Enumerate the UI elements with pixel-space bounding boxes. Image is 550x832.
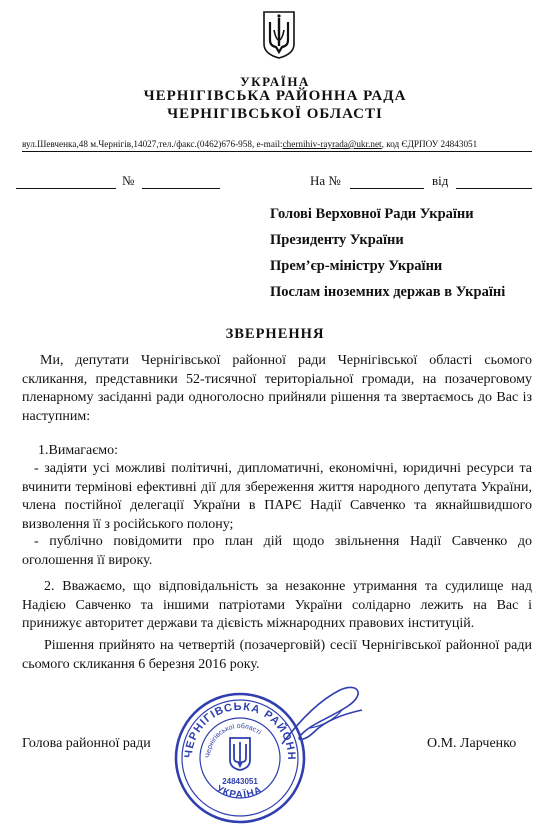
outgoing-date-line bbox=[16, 188, 116, 189]
stamp-code: 24843051 bbox=[222, 777, 258, 786]
contact-prefix: вул.Шевченка,48 м.Чернігів,14027,тел./факс.(0462)676-958, e-mail: bbox=[22, 139, 283, 149]
stamp-bottom-text: УКРАЇНА bbox=[214, 783, 265, 801]
outgoing-number-line bbox=[142, 188, 220, 189]
from-label: від bbox=[432, 173, 449, 188]
intro-paragraph: Ми, депутати Чернігівської районної ради Чернігівської області сьомого скликання, представники 52-тисячної територіальної громади, на позачерговому пленарному засіданні ради одноголосно прийняли рішення та звертаємось до Вас із наступним: bbox=[22, 353, 532, 424]
stamp-outer-text: ЧЕРНІГІВСЬКА РАЙОНН bbox=[182, 700, 298, 762]
contact-line bbox=[22, 139, 532, 152]
svg-text:УКРАЇНА bbox=[214, 784, 264, 801]
region-heading: ЧЕРНІГІВСЬКОЇ ОБЛАСТІ bbox=[167, 106, 383, 122]
coat-of-arms-icon bbox=[262, 10, 296, 60]
country-heading: УКРАЇНА bbox=[240, 74, 310, 89]
point-2-paragraph: 2. Вважаємо, що відповідальність за незаконне утримання та судилище над Надією Савченко та іншими патріотами України солідарно лежить на Вас і принижує авторитет держави та дієвість міжнародних правових інституцій. bbox=[22, 579, 532, 631]
appeal-title: ЗВЕРНЕННЯ bbox=[225, 326, 325, 342]
contact-suffix: , код ЄДРПОУ 24843051 bbox=[381, 139, 478, 149]
official-stamp bbox=[172, 690, 308, 826]
email-link[interactable]: chernihiv-rayrada@ukr.net bbox=[282, 139, 382, 149]
decision-paragraph: Рішення прийнято на четвертій (позачерговій) сесії Чернігівської районної ради сьомого скликання 6 березня 2016 року. bbox=[22, 638, 532, 672]
council-heading: ЧЕРНІГІВСЬКА РАЙОННА РАДА bbox=[143, 88, 407, 104]
incoming-number-line bbox=[350, 188, 424, 189]
signatory-name: О.М. Ларченко bbox=[427, 736, 517, 751]
recipient-2: Президенту України bbox=[270, 232, 404, 248]
demand-item-1: - задіяти усі можливі політичні, дипломатичні, економічні, юридичні ресурси та вчинити термінові ефективні дії для збереження життя народного депутата України, члена постійної делегації України в ПАРЄ Надії Савченко та якнайшвидшого визволення її з російського полону; bbox=[22, 461, 532, 532]
signatory-position: Голова районної ради bbox=[22, 736, 151, 751]
recipient-3: Прем’єр-міністру України bbox=[270, 258, 443, 274]
demand-item-2: - публічно повідомити про план дій щодо звільнення Надії Савченко до оголошення її вироку. bbox=[22, 534, 532, 568]
recipient-1: Голові Верховної Ради України bbox=[270, 206, 474, 222]
stamp-trident-icon bbox=[230, 738, 250, 770]
number-label: № bbox=[122, 173, 135, 188]
demand-heading: 1.Вимагаємо: bbox=[38, 443, 119, 458]
on-number-label: На № bbox=[310, 173, 341, 188]
recipient-4: Послам іноземних держав в Україні bbox=[270, 284, 506, 300]
stamp-inner-text: Чернігівської області bbox=[204, 722, 263, 759]
incoming-date-line bbox=[456, 188, 532, 189]
